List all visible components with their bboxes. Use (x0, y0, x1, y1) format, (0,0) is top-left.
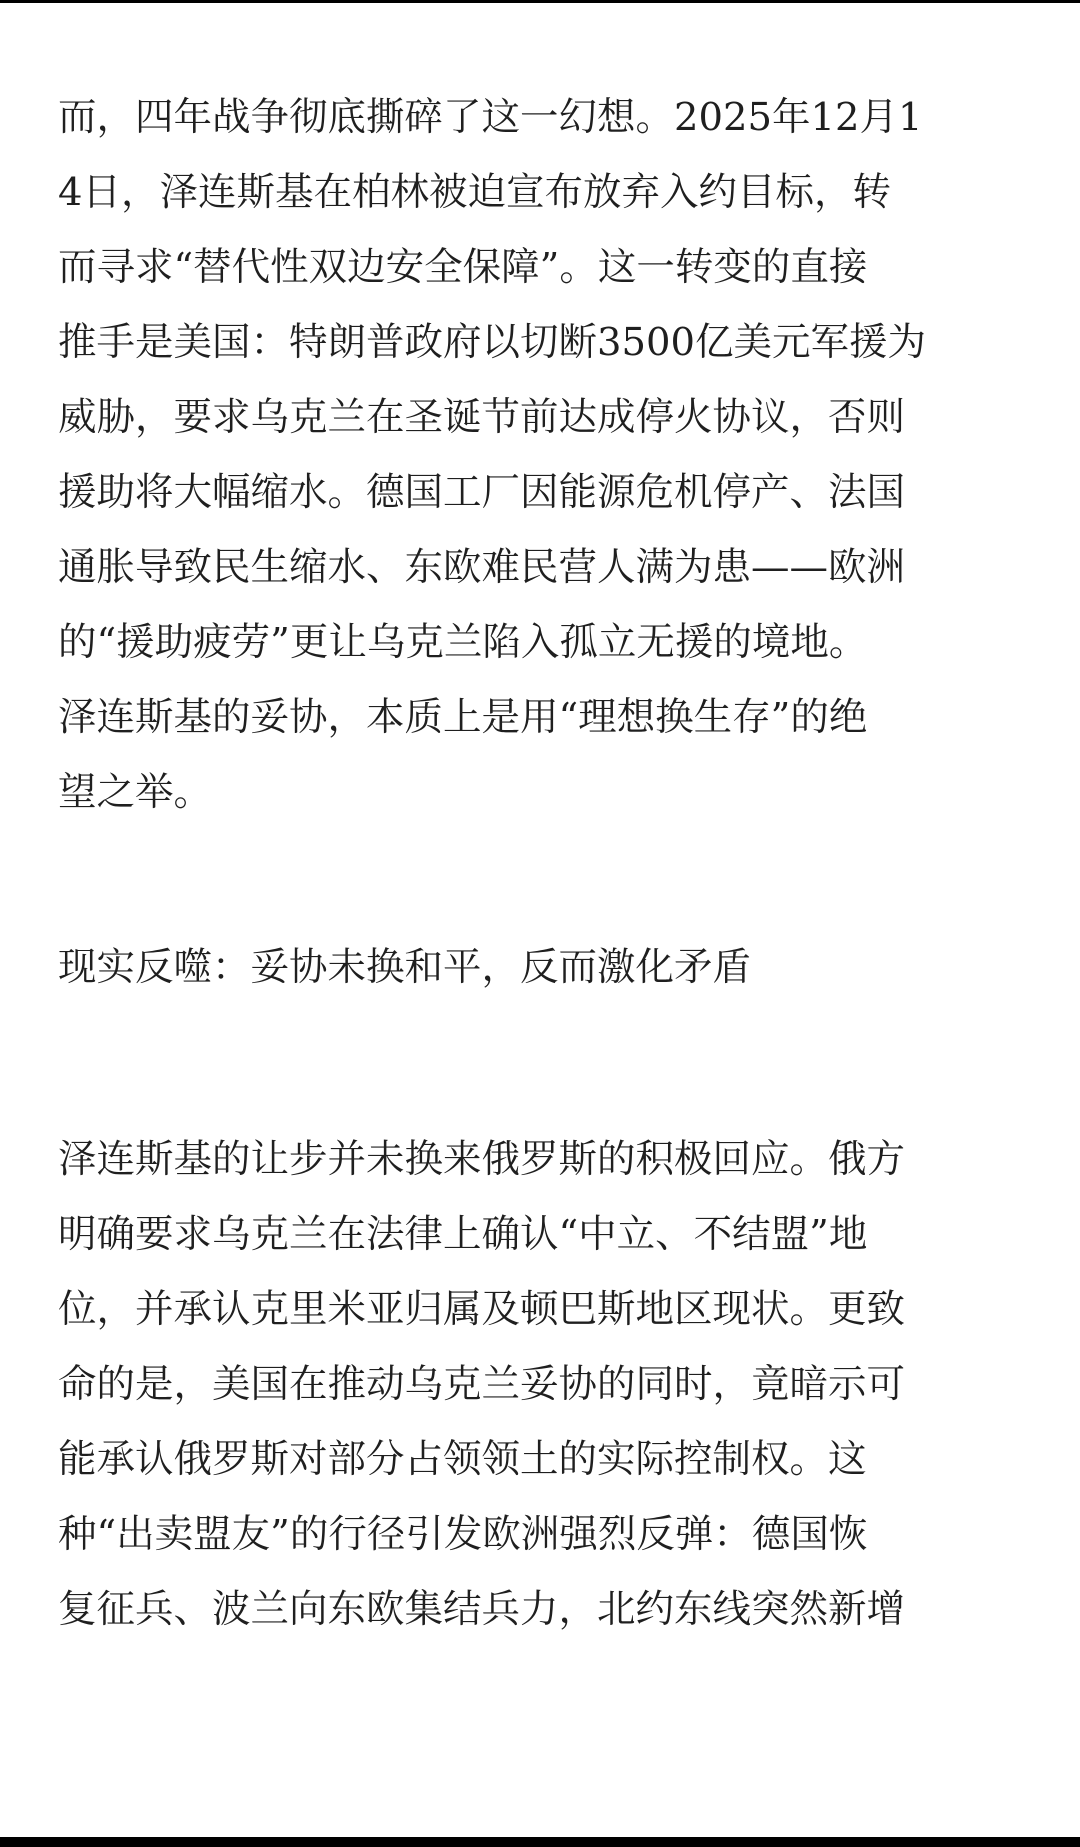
paragraph-line: 援助将大幅缩水。德国工厂因能源危机停产、法国 (58, 470, 906, 515)
bottom-edge-bar (0, 1837, 1080, 1847)
paragraph-line: 位，并承认克里米亚归属及顿巴斯地区现状。更致 (58, 1287, 906, 1332)
paragraph-line: 明确要求乌克兰在法律上确认“中立、不结盟”地 (58, 1212, 868, 1257)
section-heading: 现实反噬：妥协未换和平，反而激化矛盾 (58, 945, 752, 990)
paragraph-spacer (58, 1005, 1022, 1122)
paragraph-line: 4日，泽连斯基在柏林被迫宣布放弃入约目标，转 (58, 170, 891, 215)
paragraph-line: 望之举。 (58, 770, 213, 815)
paragraph-line: 能承认俄罗斯对部分占领领土的实际控制权。这 (58, 1437, 867, 1482)
paragraph-1 (58, 80, 1022, 830)
paragraph-spacer (58, 830, 1022, 930)
top-edge-bar (0, 0, 1080, 3)
paragraph-line: 的“援助疲劳”更让乌克兰陷入孤立无援的境地。 (58, 620, 868, 665)
paragraph-line: 推手是美国：特朗普政府以切断3500亿美元军援为 (58, 320, 926, 365)
paragraph-line: 泽连斯基的妥协，本质上是用“理想换生存”的绝 (58, 695, 868, 740)
paragraph-line: 复征兵、波兰向东欧集结兵力，北约东线突然新增 (58, 1587, 906, 1632)
paragraph-line: 通胀导致民生缩水、东欧难民营人满为患——欧洲 (58, 545, 906, 590)
paragraph-line: 而，四年战争彻底撕碎了这一幻想。2025年12月1 (58, 95, 923, 140)
paragraph-line: 而寻求“替代性双边安全保障”。这一转变的直接 (58, 245, 868, 290)
paragraph-line: 命的是，美国在推动乌克兰妥协的同时，竟暗示可 (58, 1362, 906, 1407)
article-body (58, 80, 1022, 1647)
paragraph-line: 泽连斯基的让步并未换来俄罗斯的积极回应。俄方 (58, 1137, 906, 1182)
paragraph-line: 种“出卖盟友”的行径引发欧洲强烈反弹：德国恢 (58, 1512, 868, 1557)
paragraph-line: 威胁，要求乌克兰在圣诞节前达成停火协议，否则 (58, 395, 906, 440)
paragraph-2 (58, 1122, 1022, 1647)
